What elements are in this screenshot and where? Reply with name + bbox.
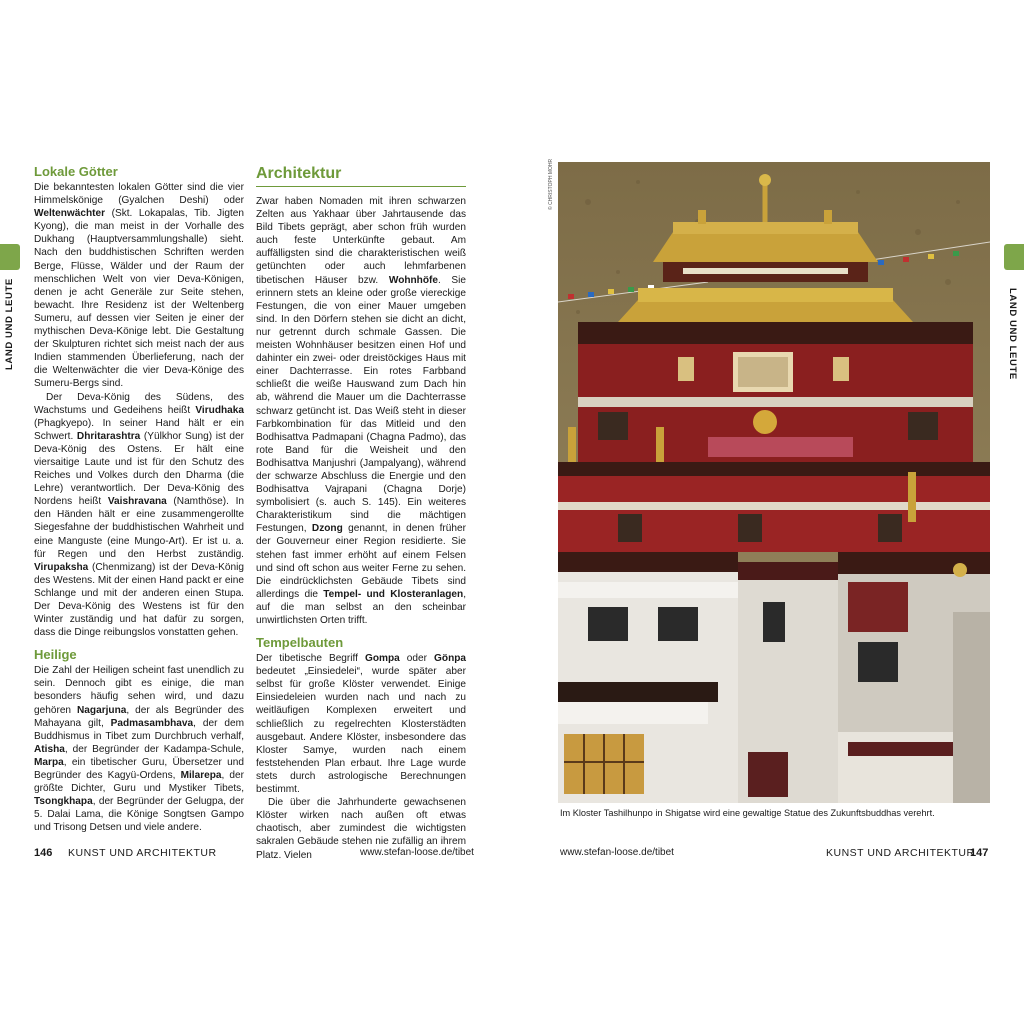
side-label-left: LAND UND LEUTE <box>4 278 15 370</box>
website-url-left: www.stefan-loose.de/tibet <box>360 847 474 858</box>
chapter-tab-left <box>0 244 20 270</box>
side-label-right: LAND UND LEUTE <box>1007 288 1018 380</box>
paragraph: Der Deva-König des Südens, des Wachstums und Gedeihens heißt Virudhaka (Phagkyepo). In seiner Hand hält er ein Schwert. Dhritarashtra (Yülkhor Sung) ist der Deva-König des Ostens. Er hält eine viersaitige Laute und ist für den Schutz des Reiches und Volkes durch den Dharma (die Lehre) verantwortlich. Der Deva-König des Nordens heißt Vaishravana (Namthöse). In den Händen hält er eine zusammengerollte Siegesfahne der buddhistischen Wahrheit und eine Manguste (eine Mungo-Art). Er ist u. a. für Regen und den Herbst zuständig. Virupaksha (Chenmizang) ist der Deva-König des Westens. Mit der einen Hand packt er eine Schlange und mit der anderen einen Stupa. Der Deva-König des Westens ist für den Winter zuständig und hat dafür zu sorgen, dass die Dinge reibungslos vonstatten gehen. <box>34 391 245 639</box>
paragraph: Der tibetische Begriff Gompa oder Gönpa bedeutet „Einsiedelei“, wurde später aber selbst für große Klöster verwendet. Einige Einsiedeleien wurden nach und nach zu weitläufigen Komplexen erweitert und schließlich zu regelrechten Klosterstädten ausgebaut. Andere Klöster, insbesondere das Kloster Samye, wurden nach einem feststehenden Plan erbaut. Ihre Lage wurde stets durch astrologische Berechnungen bestimmt. <box>256 653 467 796</box>
text-column-1 <box>34 164 244 835</box>
page-number-left: 146 <box>34 847 53 859</box>
chapter-tab-right <box>1004 244 1024 270</box>
heading-architektur: Architektur <box>256 164 466 187</box>
paragraph: Die Zahl der Heiligen scheint fast unendlich zu sein. Dennoch gibt es einige, die man besonders häufig sehen wird, und dazu gehören Nagarjuna, der als Begründer des Mahayana gilt, Padmasambhava, der dem Buddhismus in Tibet zum Durchbruch verhalf, Atisha, der Begründer der Kadampa-Schule, Marpa, ein tibetischer Guru, Übersetzer und Begründer des Kagyü-Ordens, Milarepa, der größte Dichter, Guru und Mystiker Tibets, Tsongkhapa, der Begründer der Gelugpa, der 5. Dalai Lama, die Könige Songtsen Gampo und Trisong Detsen und viele andere. <box>34 665 244 834</box>
heading-lokale-goetter: Lokale Götter <box>34 164 118 179</box>
photo-caption: Im Kloster Tashilhunpo in Shigatse wird eine gewaltige Statue des Zukunftsbuddhas verehrt. <box>560 808 935 818</box>
running-title-right: KUNST UND ARCHITEKTUR <box>826 847 975 859</box>
monastery-illustration <box>558 162 990 803</box>
heading-heilige: Heilige <box>34 647 77 663</box>
photo-credit: © CHRISTOPH MOHR <box>548 158 554 210</box>
running-title-left: KUNST UND ARCHITEKTUR <box>68 847 217 859</box>
paragraph: Die über die Jahrhunderte gewachsenen Klöster wirken nach außen oft etwas chaotisch, aber zumindest die wichtigsten sakralen Gebäude stehen nie zufällig an ihrem Platz. Vielen <box>256 797 466 861</box>
monastery-photo <box>558 162 990 803</box>
heading-tempelbauten: Tempelbauten <box>256 635 344 651</box>
paragraph: Die bekanntesten lokalen Götter sind die vier Himmelskönige (Gyalchen Deshi) oder Weltenwächter (Skt. Lokapalas, Tib. Jigten Kyong), die man meist in der Vorhalle des Dukhang (Hauptversammlungshalle) sieht. Nach den buddhistischen Schriften werden Berge, Flüsse, Wälder und der Raum der menschlichen Welt von vier Deva-Königen, denen je acht Generäle zur Seite stehen, bewacht. Ihre Residenz ist der Weltenberg Sumeru, auf dessen vier Seiten je einer der mythischen Deva-Könige lebt. Die Gestaltung der Skulpturen richtet sich meist nach der aus Indien stammenden Überlieferung, nach der die Weltenwächter die vier Deva-Könige des Sumeru-Bergs sind. <box>34 182 244 390</box>
page-number-right: 147 <box>970 847 989 859</box>
website-url-right: www.stefan-loose.de/tibet <box>560 847 674 858</box>
paragraph: Zwar haben Nomaden mit ihren schwarzen Zelten aus Yakhaar über Jahrtausende das Bild Tibets geprägt, aber schon früh wurden auch feste Unterkünfte gebaut. Am auffälligsten sind die charakteristischen weiß getünchten oder auch lehmfarbenen tibetischen Häuser bzw. Wohnhöfe. Sie erinnern stets an kleine oder große viereckige Festungen, die von einer Mauer umgeben sind. In den Dörfern stehen sie dicht an dicht, nur getrennt durch schmale Gassen. Die meisten Wohnhäuser besitzen einen Hof und dahinter ein zwei- oder dreistöckiges Haus mit einer Dachterrasse. Ein rotes Farbband schließt die weiße Hauswand zum Dach hin ab, während die Mauer um die Dachterrasse schwarz getüncht ist. Das Weiß steht in dieser Farbkombination für das Mitleid und den Bodhisattva Padmapani (Chagna Padmo), das rote Band für die Weisheit und den Bodhisattva Manjushri (Jampalyang), während der schwarze Abschluss die Energie und den Bodhisattva Vajrapani (Chagna Dorje) symbolisiert (s. auch S. 145). Ein weiteres Charakteristikum sind die mächtigen Festungen, Dzong genannt, in denen früher der Gouverneur einer Region residierte. Sie stehen fast immer erhöht auf einem Felsen und sind oft schon aus weiter Ferne zu sehen. Die eindrücklichsten Gebäude Tibets sind allerdings die Tempel- und Klosteranlagen, auf die man selbst an den scheinbar unwirtlichsten Orten trifft. <box>256 196 467 626</box>
text-column-2 <box>256 164 466 862</box>
